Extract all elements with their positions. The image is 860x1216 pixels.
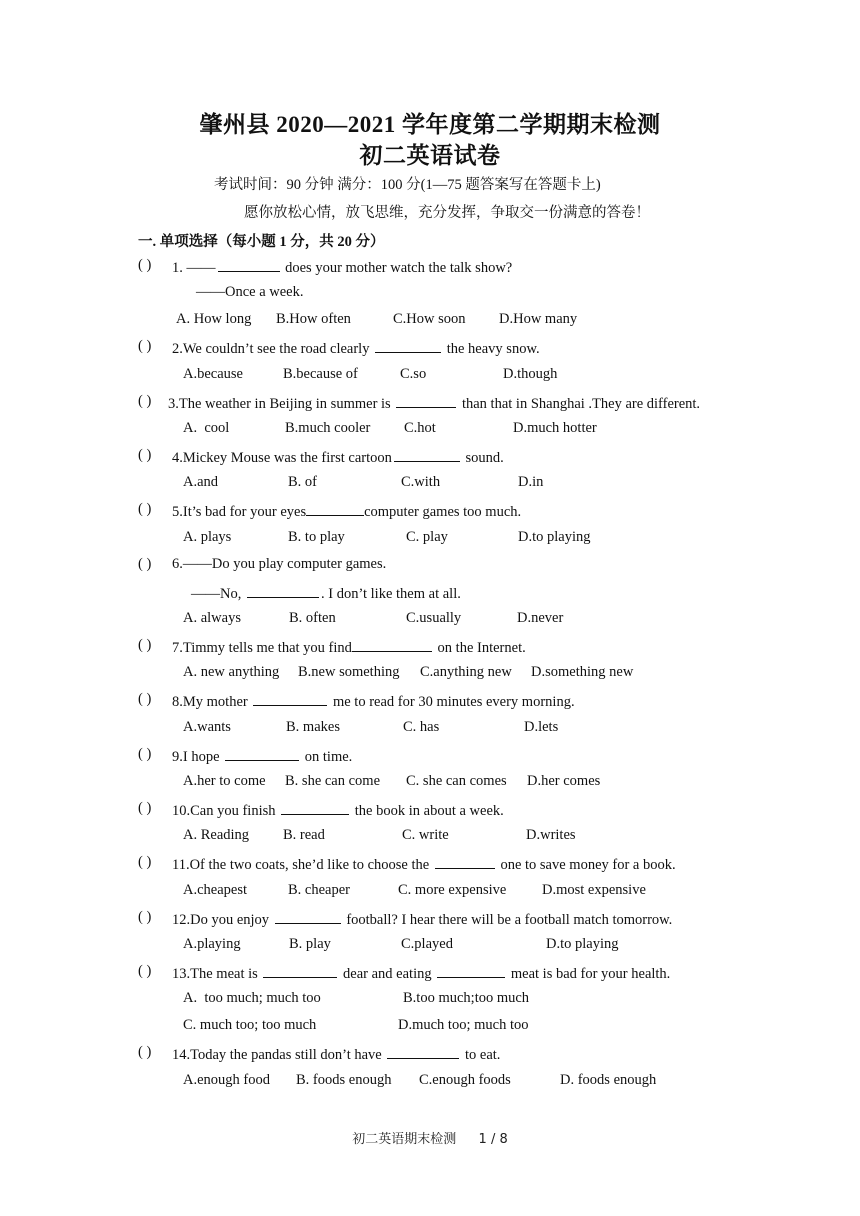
option-d: D.in [518,474,544,490]
option-b: B.new something [298,664,400,680]
question-text: 9.I hope [172,749,224,765]
question-text: does your mother watch the talk show? [281,260,513,276]
option-b: B. play [289,936,331,952]
answer-paren: ( ) [138,501,152,517]
option-b: B. of [288,474,317,490]
option-b: B.How often [276,311,351,327]
option-d: D.writes [526,827,576,843]
question-text: dear and eating [339,966,436,982]
question-text: computer games too much. [364,504,522,520]
question-text: the heavy snow. [443,341,540,357]
option-a: A.cheapest [183,882,248,898]
question-text: 14.Today the pandas still don’t have [172,1047,386,1063]
answer-paren: ( ) [138,393,152,409]
answer-blank [396,393,456,408]
option-d: D.never [517,610,564,626]
answer-blank [352,637,432,652]
option-c: C.usually [406,610,462,626]
answer-blank [275,909,341,924]
option-b: B. she can come [285,773,381,789]
answer-blank [225,746,299,761]
question-text: me to read for 30 minutes every morning. [329,694,575,710]
exam-info: 考试时间：90 分钟 满分：100 分(1—75 题答案写在答题卡上) [214,177,601,193]
option-c: C. much too; too much [183,1017,317,1033]
answer-paren: ( ) [138,800,152,816]
answer-blank [387,1044,459,1059]
option-a: A. new anything [183,664,280,680]
option-a: A.because [183,366,243,382]
answer-blank [281,800,349,815]
answer-blank [437,963,505,978]
exam-title: 肇州县 2020—2021 学年度第二学期期末检测 [199,112,661,137]
option-b: B. cheaper [288,882,350,898]
option-b: B.much cooler [285,420,371,436]
option-b: B. to play [288,529,345,545]
reply-text: . I don’t like them at all. [320,586,461,602]
option-c: C.with [401,474,441,490]
option-d: D.How many [499,311,578,327]
question-text: 6.——Do you play computer games. [172,556,387,572]
option-a: A. always [183,610,241,626]
option-a: A.wants [183,719,231,735]
question-text: 11.Of the two coats, she’d like to choose the [172,857,433,873]
encouragement: 愿你放松心情，放飞思维，充分发挥，争取交一份满意的答卷！ [244,205,650,221]
question-text: 13.The meat is [172,966,262,982]
answer-blank [306,501,364,516]
answer-blank [435,854,495,869]
question-text: 1. —— [172,260,216,276]
option-c: C. write [402,827,449,843]
option-b: B. foods enough [296,1072,392,1088]
option-d: D.much hotter [513,420,597,436]
option-c: C.played [401,936,453,952]
reply-text: ——No, [191,586,245,602]
option-d: D.much too; much too [398,1017,529,1033]
option-d: D.to playing [518,529,591,545]
answer-paren: ( ) [138,338,152,354]
option-c: C. more expensive [398,882,507,898]
option-c: C.so [400,366,427,382]
answer-paren: ( ) [138,257,152,273]
answer-blank [375,338,441,353]
option-a: A. cool [183,420,230,436]
option-b: B.too much;too much [403,990,530,1006]
question-text: 10.Can you finish [172,803,280,819]
option-c: C. she can comes [406,773,507,789]
option-a: A.playing [183,936,241,952]
question-text: meat is bad for your health. [507,966,671,982]
question-text: 5.It’s bad for your eyes [172,504,307,520]
option-d: D.lets [524,719,559,735]
question-text: than that in Shanghai .They are different. [458,396,701,412]
page-number: 1 / 8 [478,1132,508,1147]
answer-paren: ( ) [138,691,152,707]
question-text: 7.Timmy tells me that you find [172,640,352,656]
option-c: C.How soon [393,311,466,327]
option-d: D.something new [531,664,634,680]
option-d: D.to playing [546,936,619,952]
question-text: 12.Do you enjoy [172,912,273,928]
option-c: C. play [406,529,448,545]
question-text: on time. [301,749,353,765]
answer-paren: ( ) [138,637,152,653]
answer-blank [253,691,327,706]
question-text: 4.Mickey Mouse was the first cartoon [172,450,392,466]
option-b: B.because of [283,366,358,382]
question-text: sound. [461,450,504,466]
question-text: 3.The weather in Beijing in summer is [168,396,395,412]
option-c: C.enough foods [419,1072,511,1088]
option-d: D.most expensive [542,882,646,898]
question-text: 8.My mother [172,694,252,710]
option-a: A. How long [176,311,252,327]
option-b: B. read [283,827,325,843]
answer-paren: ( ) [138,963,152,979]
answer-blank [263,963,337,978]
option-c: C. has [403,719,440,735]
footer-label: 初二英语期末检测 [352,1132,457,1147]
option-d: D. foods enough [560,1072,657,1088]
exam-subtitle: 初二英语试卷 [359,143,501,168]
answer-blank [218,257,280,272]
section-heading: 一. 单项选择（每小题 1 分，共 20 分） [138,234,385,250]
option-d: D.her comes [527,773,601,789]
option-b: B. often [289,610,336,626]
answer-paren: ( ) [138,909,152,925]
option-c: C.anything new [420,664,512,680]
answer-paren: ( ) [138,746,152,762]
option-a: A. plays [183,529,232,545]
option-a: A. too much; much too [183,990,321,1006]
page-footer [0,1128,860,1147]
option-b: B. makes [286,719,340,735]
answer-paren: ( ) [138,854,152,870]
question-text: to eat. [461,1047,501,1063]
reply-text: ——Once a week. [196,284,304,300]
question-text: the book in about a week. [351,803,504,819]
question-text: one to save money for a book. [496,857,676,873]
option-a: A. Reading [183,827,250,843]
option-d: D.though [503,366,558,382]
option-a: A.and [183,474,219,490]
answer-blank [247,583,319,598]
answer-paren: ( ) [138,556,152,572]
answer-paren: ( ) [138,1044,152,1060]
answer-paren: ( ) [138,447,152,463]
question-text: football? I hear there will be a football match tomorrow. [342,912,673,928]
option-c: C.hot [404,420,436,436]
question-text: on the Internet. [433,640,526,656]
answer-blank [394,447,460,462]
option-a: A.enough food [183,1072,270,1088]
question-text: 2.We couldn’t see the road clearly [172,341,374,357]
option-a: A.her to come [183,773,266,789]
